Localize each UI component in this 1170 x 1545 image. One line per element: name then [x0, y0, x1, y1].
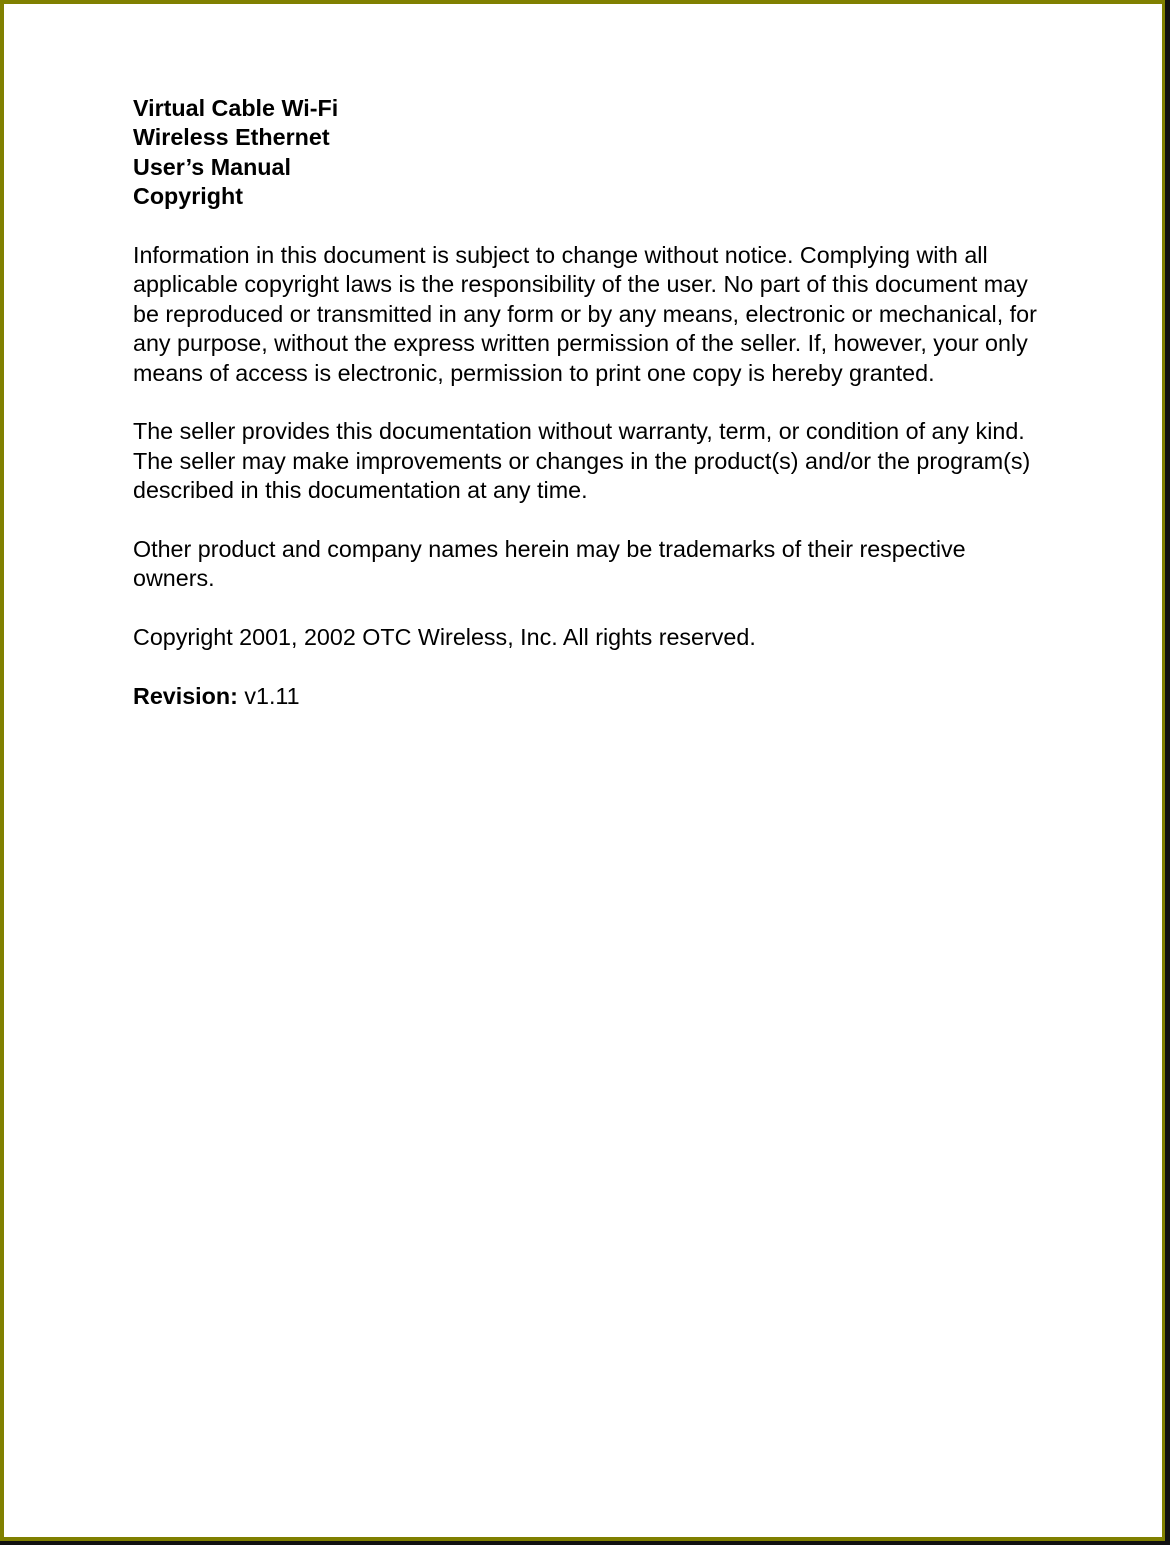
paragraph-notice: Information in this document is subject to change without notice. Complying with all applicable copyright laws is the responsibility of the user. No part of this document may be reproduced or transmitted in any form or by any means, electronic or mechanical, for any purpose, without the express written permission of the seller. If, however, your only means of access is electronic, permission to print one copy is hereby granted.: [133, 242, 1037, 386]
paragraph-trademarks: Other product and company names herein may be trademarks of their respective owners.: [133, 536, 966, 592]
product-name: Virtual Cable Wi-Fi: [133, 95, 339, 121]
page-shadow-bottom: [0, 1541, 1170, 1545]
document-content: [133, 94, 1043, 711]
manual-title: User’s Manual: [133, 153, 291, 180]
paragraph-warranty: The seller provides this documentation without warranty, term, or condition of any kind. The seller may make improvements or changes in the product(s) and/or the program(s) described in this documentation at any time.: [133, 418, 1031, 504]
revision-label: Revision:: [133, 683, 238, 710]
paragraph-copyright-notice: Copyright 2001, 2002 OTC Wireless, Inc. All rights reserved.: [133, 624, 756, 651]
page-shadow-right: [1165, 0, 1170, 1545]
revision-line: [133, 682, 1043, 711]
section-heading-copyright: Copyright: [133, 183, 244, 210]
revision-value: v1.11: [244, 683, 300, 710]
title-block: [133, 94, 1043, 212]
product-subtitle: Wireless Ethernet: [133, 124, 330, 151]
